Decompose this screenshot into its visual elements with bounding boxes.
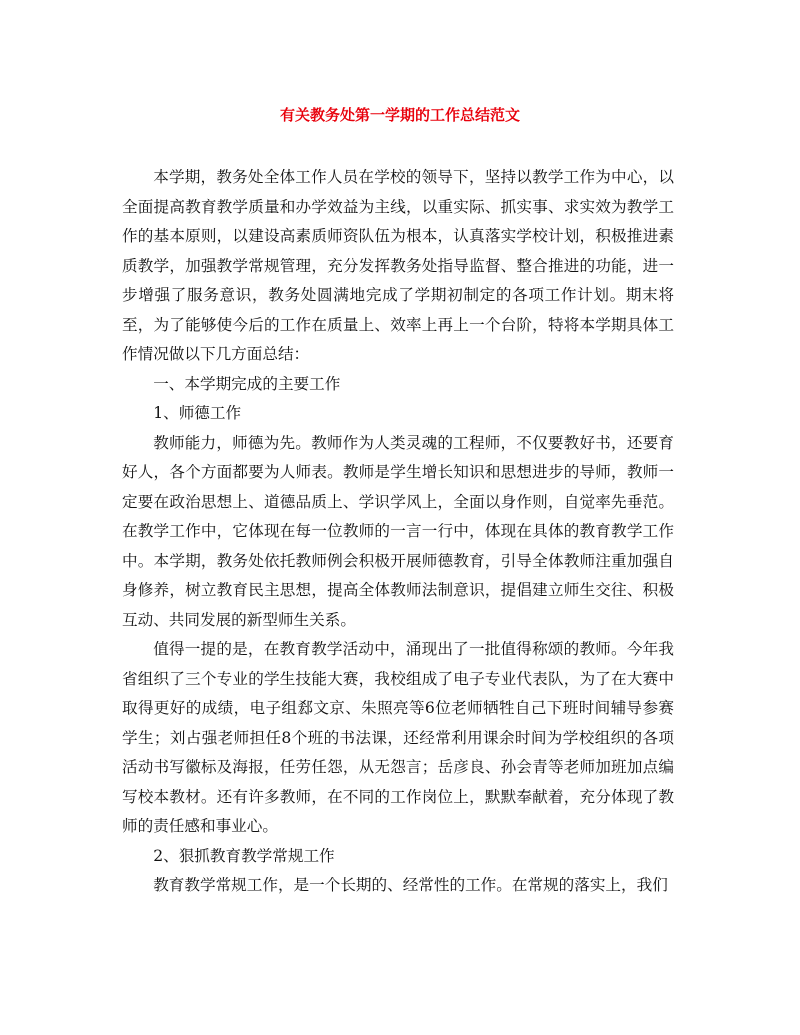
section-heading: 一、本学期完成的主要工作 <box>153 374 341 393</box>
document-title: 有关教务处第一学期的工作总结范文 <box>279 106 520 124</box>
subsection-heading: 1、师德工作 <box>153 404 242 422</box>
intro-paragraph: 本学期，教务处全体工作人员在学校的领导下，坚持以教学工作为中心，以全面提高教育教学质量和办学效益为主线，以重实际、抓实事、求实效为教学工作的基本原则，以建设高素质师资队伍为根本，认真落实学校计划，积极推进素质教学，加强教学常规管理，充分发挥教务处指导监督、整合推进的功能，进一步增强了服务意识，教务处圆满地完成了学期初制定的各项工作计划。期末将至，为了能够使今后的工作在质量上、效率上再上一个台阶，特将本学期具体工作情况做以下几方面总结： <box>122 168 674 363</box>
body-paragraph: 教育教学常规工作，是一个长期的、经常性的工作。在常规的落实上，我们 <box>153 876 668 894</box>
subsection-heading: 2、狠抓教育教学常规工作 <box>153 846 335 865</box>
document-body <box>122 163 674 901</box>
body-paragraph: 教师能力，师德为先。教师作为人类灵魂的工程师，不仅要教好书，还要育好人，各个方面都要为人师表。教师是学生增长知识和思想进步的导师，教师一定要在政治思想上、道德品质上、学识学风上，全面以身作则，自觉率先垂范。在教学工作中，它体现在每一位教师的一言一行中，体现在具体的教育教学工作中。本学期，教务处依托教师例会积极开展师德教育，引导全体教师注重加强自身修养，树立教育民主思想，提高全体教师法制意识，提倡建立师生交往、积极互动、共同发展的新型师生关系。 <box>122 433 674 629</box>
body-paragraph: 值得一提的是，在教育教学活动中，涌现出了一批值得称颂的教师。今年我省组织了三个专业的学生技能大赛，我校组成了电子专业代表队，为了在大赛中取得更好的成绩，电子组郄文京、朱照亮等6位老师牺牲自己下班时间辅导参赛学生；刘占强老师担任8个班的书法课，还经常利用课余时间为学校组织的各项活动书写徽标及海报，任劳任怨，从无怨言；岳彦良、孙会青等老师加班加点编写校本教材。还有许多教师，在不同的工作岗位上，默默奉献着，充分体现了教师的责任感和事业心。 <box>122 640 674 835</box>
